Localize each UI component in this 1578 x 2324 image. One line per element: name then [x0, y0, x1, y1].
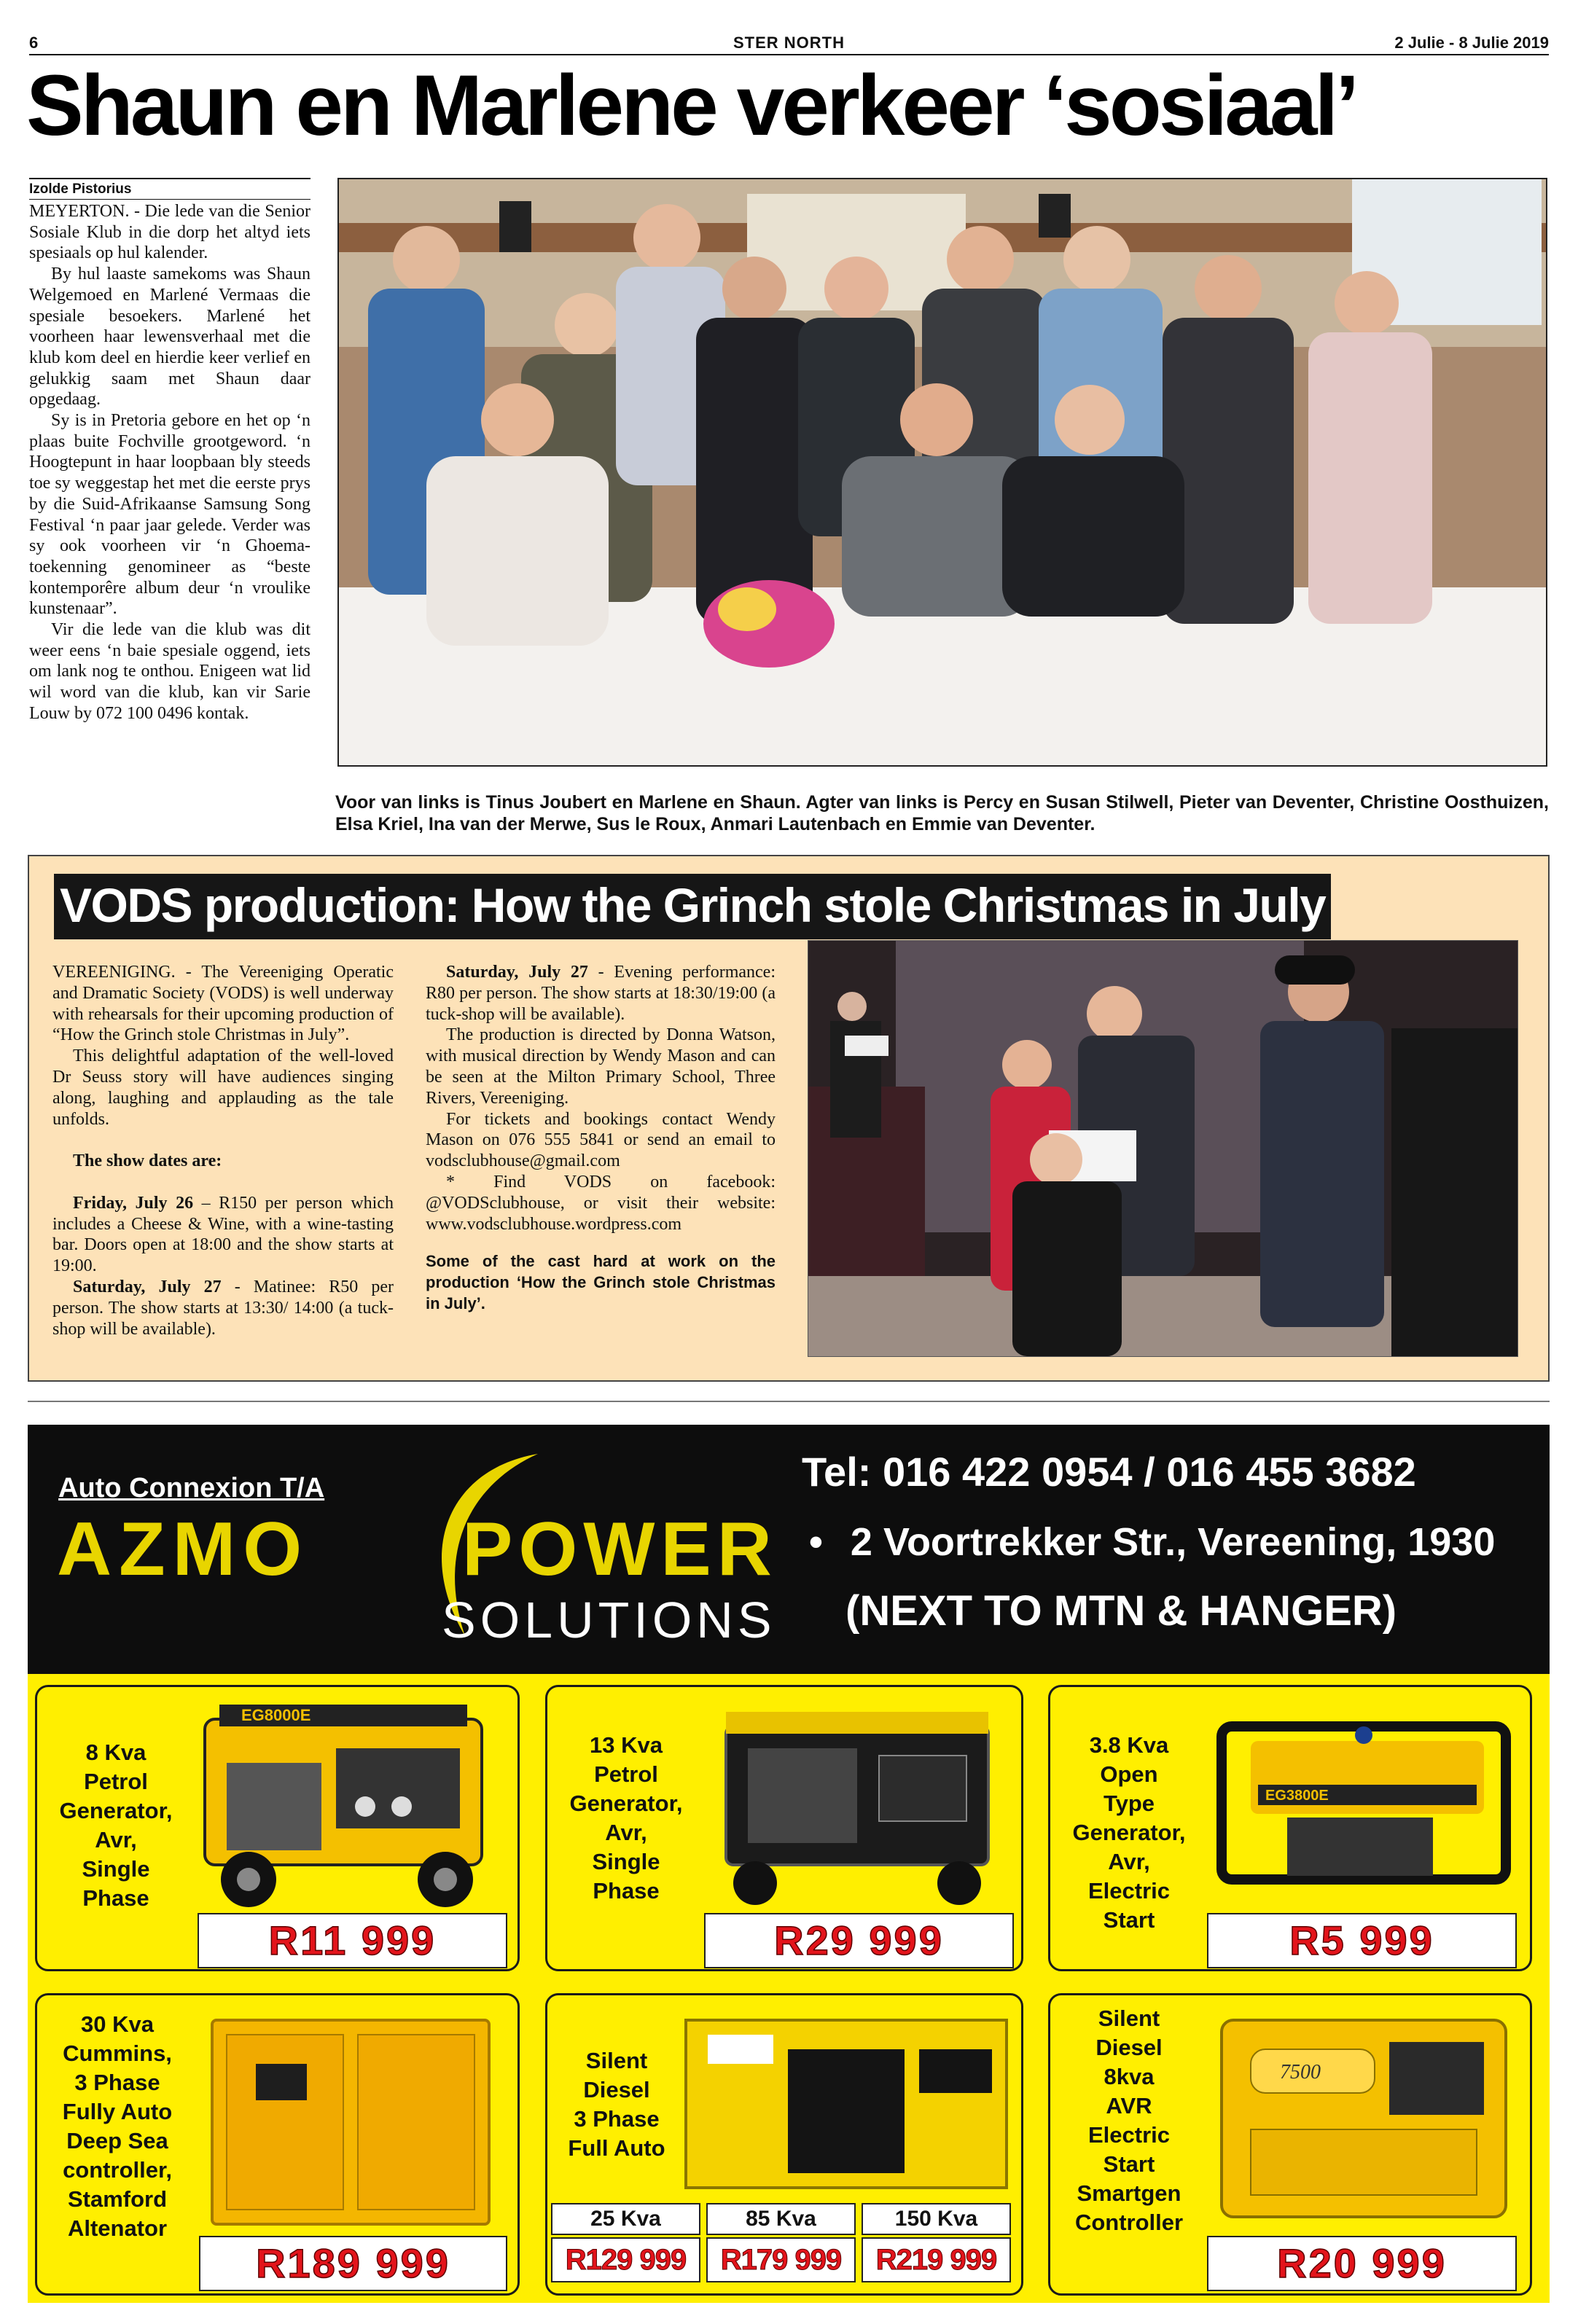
product-price: R20 999 [1207, 2236, 1517, 2291]
vods-intro: VEREENIGING. - The Vereeniging Operatic and Dramatic Society (VODS) is well underway with rehearsals for their upcoming production of “How the Grinch stole Christmas in July”. [52, 963, 394, 1045]
vods-paragraph: For tickets and bookings contact Wendy Mason on 076 555 5841 or send an email to vodsclubhouse@gmail.com [426, 1109, 776, 1171]
azmo-power-advert [28, 1425, 1550, 2303]
product-card [35, 1993, 520, 2296]
option-price: R129 999 [551, 2237, 700, 2282]
vods-paragraph: The production is directed by Donna Watson, with musical direction by Wendy Mason and can be seen at the Milton Primary School, Three Rivers, Vereeniging. [426, 1025, 776, 1108]
article-paragraph: MEYERTON. - Die lede van die Senior Sosiale Klub in die dorp het altyd iets spesiaals op hul kalender. [29, 202, 310, 263]
petrol-generator-icon [704, 1697, 1010, 1916]
vods-date-label: Saturday, July 27 [446, 963, 588, 982]
diesel-generator-icon [198, 2006, 504, 2231]
article-byline: Izolde Pistorius [29, 178, 310, 200]
publication-name: STER NORTH [733, 34, 845, 52]
machine-model-label: EG3800E [1265, 1788, 1329, 1804]
product-card [545, 1993, 1023, 2296]
bullet-icon: • [809, 1520, 823, 1564]
vods-dates-heading: The show dates are: [73, 1151, 222, 1171]
product-price: R29 999 [704, 1913, 1014, 1968]
product-price: R189 999 [199, 2236, 507, 2291]
article-paragraph: Vir die lede van die klub was dit weer eens ‘n baie spesiale oggend, iets om lank nog te onthou. Enigeen wat lid wil word van die klub, kan vir Sarie Louw by 072 100 0496 kontak. [29, 620, 310, 723]
vods-column-2 [426, 962, 776, 1370]
vods-headline: VODS production: How the Grinch stole Christmas in July [54, 874, 1331, 939]
product-price: R5 999 [1207, 1913, 1517, 1968]
option-price: R179 999 [706, 2237, 856, 2282]
vods-date-label: Friday, July 26 [73, 1193, 194, 1213]
diesel-generator-icon [679, 2006, 1014, 2195]
article-headline: Shaun en Marlene verkeer ‘sosiaal’ [26, 58, 1357, 154]
diesel-generator-icon [1207, 2006, 1520, 2224]
product-description: 13 Kva Petrol Generator, Avr, Single Phase [569, 1732, 683, 1904]
vods-date-label: Saturday, July 27 [73, 1277, 222, 1296]
advert-telephone: Tel: 016 422 0954 / 016 455 3682 [802, 1449, 1416, 1495]
advert-address [809, 1519, 1495, 1565]
option-size: 25 Kva [551, 2203, 700, 2235]
petrol-generator-icon [1207, 1697, 1520, 1916]
product-card [1048, 1993, 1532, 2296]
group-photo-caption: Voor van links is Tinus Joubert en Marlene en Shaun. Agter van links is Percy en Susan Stilwell, Pieter van Deventer, Christine Oosthuizen, Elsa Kriel, Ina van der Merwe, Sus le Roux, Anmari Lautenbach en Emmie van Deventer. [335, 792, 1549, 834]
vods-date-text: - Matinee: R50 per person. The show starts at 13:30/ 14:00 (a tuck-shop will be available). [52, 1277, 394, 1339]
vods-date-text: – R150 per person which includes a Cheese & Wine, with a wine-tasting bar. Doors open at 18:00 and the show starts at 19:00. [52, 1193, 394, 1276]
brand-azmo: AZMO [57, 1507, 310, 1592]
option-price: R219 999 [862, 2237, 1011, 2282]
brand-power: POWER [462, 1507, 778, 1592]
article-paragraph: By hul laaste samekoms was Shaun Welgemoed en Marlené Vermaas die spesiale besoekers. Marlené het voorheen haar lewensverhaal met die klub kom deel en hierdie keer verlief en gelukkig saam met Shaun daar opgedaag. [29, 265, 310, 410]
machine-model-label: EG8000E [241, 1706, 311, 1724]
machine-model-label: 7500 [1280, 2061, 1321, 2084]
article-paragraph: Sy is in Pretoria gebore en het op ‘n plaas buite Fochville grootgeword. ‘n Hoogtepunt in haar loopbaan bly steeds toe sy weggestap het met die eerste prys by die Suid-Afrikaanse Samsung Song Festival ‘n paar jaar gelede. Verder was sy ook voorheen vir ‘n Ghoema-toekenning genomineer as “beste kontemporêre album deur ‘n vroulike kunstenaar”. [29, 411, 310, 619]
product-description: Silent Diesel 8kva AVR Electric Start Smartgen Controller [1074, 2006, 1184, 2235]
advert-landmark: (NEXT TO MTN & HANGER) [845, 1587, 1397, 1635]
option-size: 150 Kva [862, 2203, 1011, 2235]
issue-date: 2 Julie - 8 Julie 2019 [1394, 34, 1549, 52]
product-price: R11 999 [198, 1913, 507, 1968]
product-description: 3.8 Kva Open Type Generator, Avr, Electric Start [1072, 1732, 1186, 1933]
product-description: Silent Diesel 3 Phase Full Auto [568, 2048, 665, 2161]
vods-column-1 [52, 962, 394, 1370]
page-header [29, 32, 1549, 55]
article-body [29, 201, 310, 835]
advert-address-text: 2 Voortrekker Str., Vereening, 1930 [850, 1520, 1496, 1564]
product-card [1048, 1685, 1532, 1971]
product-description: 8 Kva Petrol Generator, Avr, Single Phase [59, 1740, 173, 1911]
brand-solutions: SOLUTIONS [442, 1592, 776, 1648]
product-card [35, 1685, 520, 1971]
advert-header [28, 1425, 1550, 1674]
page-number: 6 [29, 34, 39, 52]
vods-date-text: - Evening performance: R80 per person. The show starts at 18:30/19:00 (a tuck-shop will be available). [426, 963, 776, 1024]
vods-paragraph: * Find VODS on facebook: @VODSclubhouse, or visit their website: www.vodsclubhouse.wordpress.com [426, 1172, 776, 1234]
vods-photo-caption: Some of the cast hard at work on the production ‘How the Grinch stole Christmas in July’. [426, 1252, 776, 1313]
group-photo [337, 178, 1547, 767]
option-size: 85 Kva [706, 2203, 856, 2235]
vods-paragraph: This delightful adaptation of the well-loved Dr Seuss story will have audiences singing along, laughing and applauding as the tale unfolds. [52, 1046, 394, 1129]
brand-trading-as: Auto Connexion T/A [58, 1473, 325, 1503]
petrol-generator-icon [190, 1697, 496, 1916]
product-card [545, 1685, 1023, 1971]
product-description: 30 Kva Cummins, 3 Phase Fully Auto Deep Sea controller, Stamford Altenator [62, 2011, 173, 2241]
section-divider [28, 1401, 1550, 1402]
cast-photo [808, 940, 1518, 1357]
